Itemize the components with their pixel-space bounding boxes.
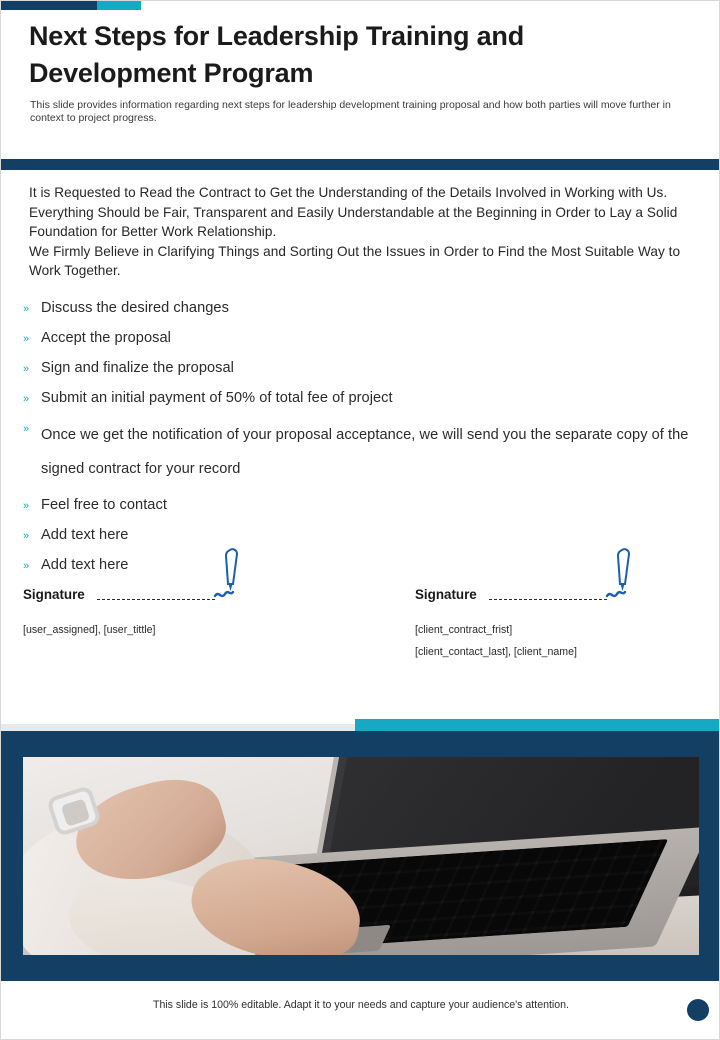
- intro-paragraph-2: We Firmly Believe in Clarifying Things and Sorting Out the Issues in Order to Find the Most Suitable Way to Work Together.: [29, 243, 681, 279]
- signature-meta: [415, 619, 633, 663]
- page-title: Next Steps for Leadership Training and Development Program: [29, 21, 524, 88]
- list-item: [1, 495, 720, 516]
- list-item-label: Add text here: [41, 556, 129, 573]
- signature-meta: [23, 619, 241, 641]
- list-item: [1, 418, 720, 486]
- footer-note: This slide is 100% editable. Adapt it to your needs and capture your audience's attention.: [152, 999, 570, 1011]
- signature-label: Signature: [415, 586, 477, 602]
- footer-dot-decoration: [687, 999, 709, 1021]
- list-item-label: Sign and finalize the proposal: [41, 359, 234, 376]
- list-item: [1, 525, 720, 546]
- signature-dashed-line[interactable]: [489, 599, 607, 600]
- slide-footer: [1, 981, 720, 1040]
- signature-label: Signature: [23, 586, 85, 602]
- list-item: [1, 328, 720, 349]
- pen-icon: [211, 572, 241, 616]
- signature-meta-line: [user_assigned], [user_tittle]: [23, 624, 156, 636]
- signature-meta-line: [client_contact_last], [client_name]: [415, 646, 577, 658]
- top-accent-bar-dark: [1, 1, 97, 10]
- bullet-arrow-icon: »: [23, 362, 28, 375]
- header-divider: [1, 159, 720, 170]
- lower-accent-bar-gray: [1, 724, 355, 731]
- slide-body: [1, 183, 720, 585]
- list-item-label: Discuss the desired changes: [41, 299, 229, 316]
- pen-icon: [603, 572, 633, 616]
- page-subtitle: This slide provides information regarding next steps for leadership development training proposal and how both parties will move further in context to project progress.: [30, 99, 671, 124]
- signature-row: [1, 581, 720, 701]
- bullet-arrow-icon: »: [23, 499, 28, 512]
- signature-line-row: [23, 581, 241, 607]
- list-item: [1, 388, 720, 409]
- signature-block-client: [415, 581, 633, 663]
- signature-meta-line: [client_contract_frist]: [415, 624, 513, 636]
- top-accent-bar-teal: [97, 1, 141, 10]
- header-divider-highlight: [1, 170, 720, 172]
- signature-line-row: [415, 581, 633, 607]
- list-item-label: Submit an initial payment of 50% of total fee of project: [41, 389, 393, 406]
- bullet-arrow-icon: »: [23, 302, 28, 315]
- signature-dashed-line[interactable]: [97, 599, 215, 600]
- list-item-label: Feel free to contact: [41, 496, 167, 513]
- slide-header: [1, 10, 720, 125]
- lower-accent-bar-teal: [355, 719, 720, 731]
- list-item: [1, 298, 720, 319]
- next-steps-list: [1, 298, 720, 576]
- list-item: [1, 358, 720, 379]
- bullet-arrow-icon: »: [23, 559, 28, 572]
- footer-divider: [1, 981, 720, 982]
- intro-paragraph-1: It is Requested to Read the Contract to Get the Understanding of the Details Involved in Working with Us. Everything Should be Fair, Transparent and Easily Understandable at the Beginning in Order to Lay a Solid Foundation for Better Work Relationship.: [29, 185, 678, 240]
- list-item-label: Add text here: [41, 526, 129, 543]
- bullet-arrow-icon: »: [23, 332, 28, 345]
- image-panel-frame: [1, 731, 720, 981]
- bullet-arrow-icon: »: [23, 392, 28, 405]
- list-item-label: Accept the proposal: [41, 329, 171, 346]
- intro-paragraphs: [29, 183, 693, 281]
- laptop-typing-photo: [23, 757, 699, 955]
- bullet-arrow-icon: »: [23, 529, 28, 542]
- signature-block-user: [23, 581, 241, 641]
- bullet-arrow-icon: »: [23, 422, 28, 435]
- list-item-label: Once we get the notification of your proposal acceptance, we will send you the separate copy of the signed contract for your record: [41, 426, 689, 477]
